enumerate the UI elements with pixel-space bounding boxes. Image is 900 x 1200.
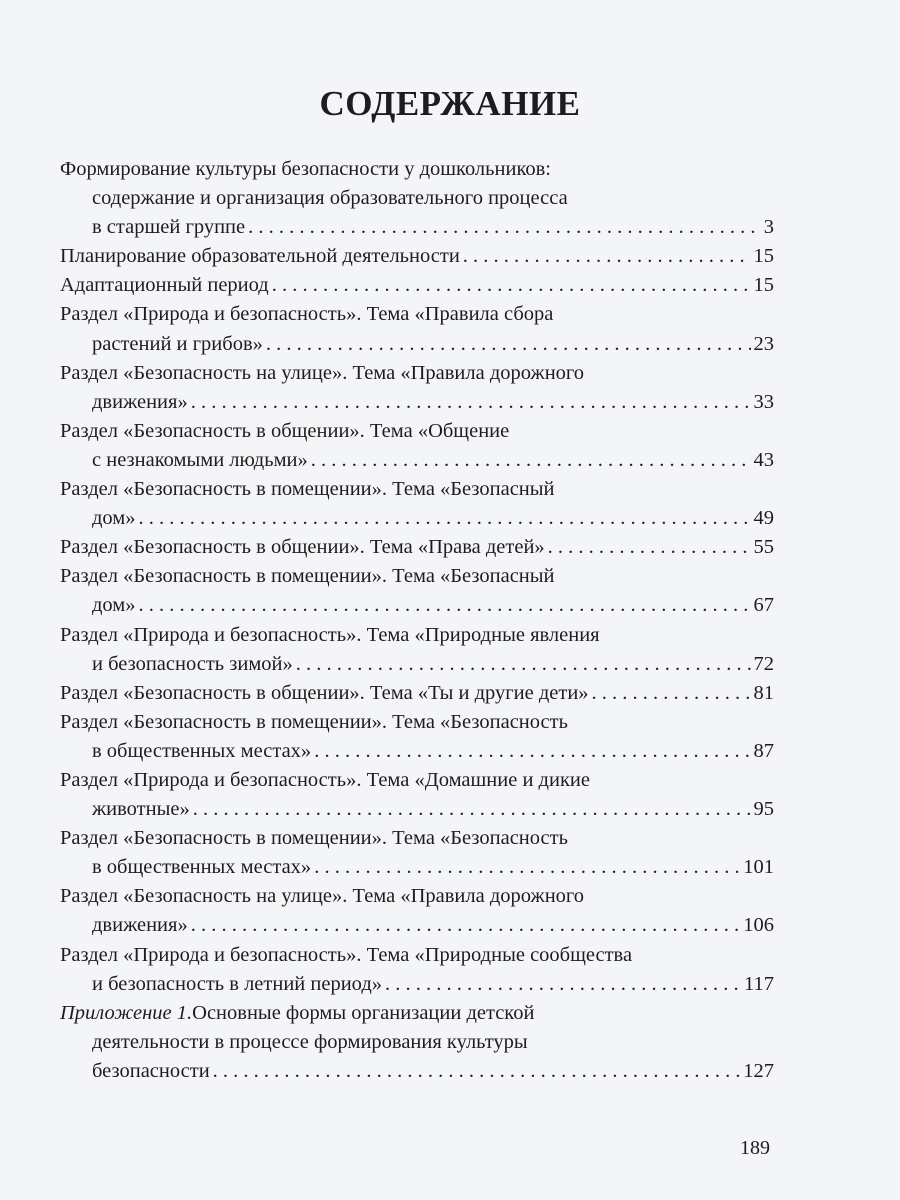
toc-entry-text: деятельности в процессе формирования культуры: [92, 1030, 528, 1053]
toc-entry-text: в общественных местах»: [92, 856, 312, 879]
toc-entry: [60, 155, 774, 242]
toc-entry: [60, 300, 774, 358]
toc-entry-text: Раздел «Безопасность на улице». Тема «Правила дорожного: [60, 885, 585, 908]
dot-leader: [191, 911, 741, 940]
toc-line: [60, 300, 774, 329]
toc-entry: [60, 882, 774, 940]
toc-page-number: 15: [753, 245, 774, 268]
page-title: СОДЕРЖАНИЕ: [319, 84, 581, 123]
toc-entry-text: животные»: [92, 798, 190, 821]
appendix-label: Приложение 1.: [60, 1001, 193, 1024]
toc-entry-text: Раздел «Безопасность в помещении». Тема «Безопасность: [60, 710, 568, 733]
toc-line: [60, 941, 774, 970]
toc-entry-text: движения»: [92, 390, 188, 413]
dot-leader: [248, 213, 761, 242]
toc-entry-text: Основные формы организации детской: [192, 1001, 535, 1024]
toc-line: [60, 271, 774, 300]
toc-line: [60, 650, 774, 679]
toc-line: [60, 475, 774, 504]
toc-page-number: 95: [753, 798, 774, 821]
toc-line: [60, 853, 774, 882]
toc-entry-text: Планирование образовательной деятельности: [60, 245, 460, 268]
toc-line: [60, 882, 774, 911]
toc-line: [60, 330, 774, 359]
dot-leader: [139, 591, 751, 620]
toc-line: [60, 621, 774, 650]
toc-entry: [60, 533, 774, 562]
toc-entry-text: дом»: [92, 594, 136, 617]
toc-page-number: 106: [743, 914, 774, 937]
toc-page-number: 67: [753, 594, 774, 617]
dot-leader: [314, 737, 750, 766]
dot-leader: [311, 446, 751, 475]
toc-entry-text: Формирование культуры безопасности у дошкольников:: [60, 158, 551, 180]
toc-entry: [60, 621, 774, 679]
toc-entry-text: безопасности: [92, 1059, 210, 1082]
toc-entry-text: и безопасность зимой»: [92, 652, 293, 675]
toc-entry: [60, 417, 774, 475]
toc-entry: [60, 562, 774, 620]
toc-entry-text: Раздел «Безопасность на улице». Тема «Правила дорожного: [60, 361, 585, 384]
dot-leader: [296, 650, 751, 679]
toc-entry-text: Раздел «Безопасность в помещении». Тема «Безопасность: [60, 827, 568, 850]
toc-line: [60, 824, 774, 853]
toc-line: [60, 533, 774, 562]
toc-line: [60, 999, 774, 1028]
toc-line: [60, 184, 774, 213]
toc-entry: [60, 271, 774, 300]
toc-line: [60, 970, 774, 999]
dot-leader: [213, 1057, 741, 1086]
toc-entry: [60, 999, 774, 1086]
toc-line: [60, 388, 774, 417]
dot-leader: [592, 679, 751, 708]
dot-leader: [139, 504, 751, 533]
toc-entry-text: Раздел «Безопасность в общении». Тема «Права детей»: [60, 536, 545, 559]
toc-entry-text: Адаптационный период: [60, 274, 269, 297]
toc-page-number: 49: [753, 507, 774, 530]
toc-line: [60, 446, 774, 475]
dot-leader: [314, 853, 740, 882]
toc-line: [60, 591, 774, 620]
toc-entry-text: Раздел «Природа и безопасность». Тема «Правила сбора: [60, 303, 554, 326]
toc-page-number: 101: [743, 856, 774, 879]
toc-entry: [60, 679, 774, 708]
toc-entry: [60, 359, 774, 417]
toc-entry-text: Раздел «Безопасность в помещении». Тема «Безопасный: [60, 478, 555, 501]
toc-line: [60, 242, 774, 271]
toc-line: [60, 504, 774, 533]
toc-line: [60, 766, 774, 795]
toc-entry-text: Раздел «Природа и безопасность». Тема «Домашние и дикие: [60, 768, 590, 791]
toc-entry-text: Раздел «Природа и безопасность». Тема «Природные явления: [60, 623, 600, 646]
toc-line: [60, 795, 774, 824]
toc-entry-text: движения»: [92, 914, 188, 937]
toc-entry-text: в общественных местах»: [92, 739, 312, 762]
toc-entry-text: растений и грибов»: [92, 332, 263, 355]
toc-line: [60, 708, 774, 737]
dot-leader: [463, 242, 751, 271]
toc-page-number: 23: [753, 332, 774, 355]
toc-page-number: 15: [753, 274, 774, 297]
table-of-contents: [60, 155, 774, 1086]
dot-leader: [385, 970, 741, 999]
toc-line: [60, 911, 774, 940]
toc-entry: [60, 766, 774, 824]
dot-leader: [191, 388, 751, 417]
toc-page-number: 43: [753, 448, 774, 471]
toc-page-number: 117: [744, 972, 774, 995]
toc-entry: [60, 475, 774, 533]
toc-page-number: 127: [743, 1059, 774, 1082]
toc-page-number: 3: [763, 216, 774, 239]
toc-entry: [60, 708, 774, 766]
toc-entry-text: в старшей группе: [92, 216, 246, 239]
toc-entry-text: дом»: [92, 507, 136, 530]
toc-line: [60, 213, 774, 242]
toc-entry-text: с незнакомыми людьми»: [92, 448, 308, 471]
toc-entry-text: содержание и организация образовательного процесса: [92, 187, 568, 210]
toc-line: [60, 562, 774, 591]
toc-entry: [60, 941, 774, 999]
toc-line: [60, 1057, 774, 1086]
toc-page-number: 72: [753, 652, 774, 675]
toc-entry-text: Раздел «Природа и безопасность». Тема «Природные сообщества: [60, 943, 633, 966]
toc-line: [60, 155, 774, 184]
toc-page-number: 33: [753, 390, 774, 413]
toc-page-number: 87: [753, 739, 774, 762]
toc-entry-text: Раздел «Безопасность в общении». Тема «Общение: [60, 419, 510, 442]
toc-entry: [60, 824, 774, 882]
dot-leader: [266, 330, 751, 359]
toc-entry: [60, 242, 774, 271]
toc-page-number: 55: [753, 536, 774, 559]
toc-page-number: 81: [753, 681, 774, 704]
dot-leader: [193, 795, 751, 824]
dot-leader: [272, 271, 751, 300]
toc-entry-text: и безопасность в летний период»: [92, 972, 383, 995]
toc-line: [60, 359, 774, 388]
page-number: 189: [740, 1137, 770, 1159]
toc-entry-text: Раздел «Безопасность в общении». Тема «Ты и другие дети»: [60, 681, 589, 704]
toc-line: [60, 737, 774, 766]
toc-entry-text: Раздел «Безопасность в помещении». Тема «Безопасный: [60, 565, 555, 588]
toc-line: [60, 1028, 774, 1057]
dot-leader: [548, 533, 751, 562]
toc-line: [60, 679, 774, 708]
toc-line: [60, 417, 774, 446]
